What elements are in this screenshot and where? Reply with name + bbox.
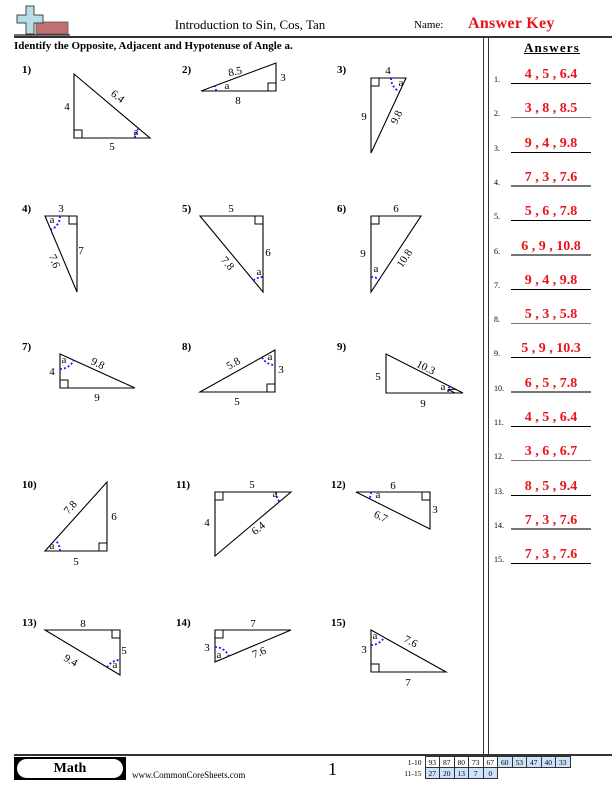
side-length-label: 6.7 xyxy=(371,508,390,526)
right-angle-marker xyxy=(215,492,223,500)
score-cell-empty xyxy=(541,768,556,779)
right-angle-marker xyxy=(60,380,68,388)
answer-number: 12. xyxy=(494,452,504,462)
answer-row xyxy=(494,508,612,532)
answer-row xyxy=(494,474,612,498)
right-triangle-diagram xyxy=(182,64,286,107)
problem-number: 6) xyxy=(337,203,347,215)
right-angle-marker xyxy=(422,492,430,500)
answer-number: 14. xyxy=(494,520,504,530)
problem-14 xyxy=(176,617,331,747)
right-angle-marker xyxy=(268,83,276,91)
score-cell: 33 xyxy=(556,757,571,768)
score-cell: 20 xyxy=(440,768,455,779)
problem-2 xyxy=(182,64,337,194)
problem-number: 11) xyxy=(176,479,191,491)
side-length-label: 9 xyxy=(94,392,100,404)
answer-row xyxy=(494,199,612,223)
angle-label: a xyxy=(49,540,55,552)
angle-label: a xyxy=(216,649,222,661)
answer-row xyxy=(494,268,612,292)
problem-number: 15) xyxy=(331,617,346,629)
right-angle-marker xyxy=(267,384,275,392)
answer-row xyxy=(494,96,612,120)
side-length-label: 5 xyxy=(121,645,127,657)
side-length-label: 6 xyxy=(393,203,399,215)
right-angle-marker xyxy=(112,630,120,638)
answer-value: 7 , 3 , 7.6 xyxy=(524,512,578,528)
problem-12 xyxy=(331,479,486,609)
side-length-label: 3 xyxy=(278,364,284,376)
answer-row xyxy=(494,542,612,566)
problem-9 xyxy=(337,341,492,471)
answer-number: 10. xyxy=(494,383,504,393)
answer-row xyxy=(494,165,612,189)
angle-label: a xyxy=(375,489,381,501)
side-length-label: 7.8 xyxy=(61,498,80,517)
right-angle-marker xyxy=(69,216,77,224)
right-angle-marker xyxy=(99,543,107,551)
problem-number: 7) xyxy=(22,341,32,353)
side-length-label: 4 xyxy=(204,517,210,529)
angle-label: a xyxy=(112,659,118,671)
score-cell: 40 xyxy=(541,757,556,768)
answer-value: 6 , 9 , 10.8 xyxy=(521,238,581,254)
angle-label: a xyxy=(49,214,55,226)
side-length-label: 8 xyxy=(235,95,241,107)
side-length-label: 6.4 xyxy=(249,519,268,538)
side-length-label: 9 xyxy=(361,111,367,123)
side-length-label: 10.8 xyxy=(394,247,416,270)
problem-15 xyxy=(331,617,486,747)
right-angle-marker xyxy=(371,216,379,224)
answer-line xyxy=(511,426,591,427)
side-length-label: 6 xyxy=(265,247,271,259)
answer-number: 5. xyxy=(494,212,500,222)
side-length-label: 9 xyxy=(360,248,366,260)
problem-4 xyxy=(22,203,177,333)
score-table xyxy=(390,756,571,779)
angle-label: a xyxy=(256,266,262,278)
answer-row xyxy=(494,371,612,395)
score-row xyxy=(390,757,570,768)
problem-10 xyxy=(22,479,177,609)
side-length-label: 3 xyxy=(280,72,286,84)
score-cell: 27 xyxy=(425,768,440,779)
answer-value: 3 , 8 , 8.5 xyxy=(524,101,578,117)
instructions: Identify the Opposite, Adjacent and Hypotenuse of Angle a. xyxy=(14,40,293,52)
angle-arc-icon xyxy=(215,86,216,91)
side-length-label: 9 xyxy=(420,398,426,410)
side-length-label: 7.8 xyxy=(218,254,237,273)
header-rule xyxy=(14,36,612,38)
score-cell: 47 xyxy=(527,757,542,768)
side-length-label: 9.8 xyxy=(88,355,107,373)
angle-label: a xyxy=(267,351,273,363)
name-value-answer-key: Answer Key xyxy=(468,15,555,32)
right-angle-marker xyxy=(74,130,82,138)
side-length-label: 5 xyxy=(228,203,234,215)
problem-6 xyxy=(337,203,492,333)
score-range-label: 1-10 xyxy=(407,757,422,767)
angle-arc-icon xyxy=(371,277,379,279)
score-cell-empty xyxy=(512,768,527,779)
right-triangle-diagram xyxy=(182,203,271,278)
side-length-label: 7.6 xyxy=(401,633,420,651)
side-length-label: 3 xyxy=(204,642,210,654)
angle-label: a xyxy=(440,381,446,393)
angle-label: a xyxy=(373,263,379,275)
problem-number: 4) xyxy=(22,203,32,215)
problem-5 xyxy=(182,203,337,333)
side-length-label: 6 xyxy=(390,480,396,492)
angle-label: a xyxy=(133,126,139,138)
problem-11 xyxy=(176,479,331,609)
right-triangle-diagram xyxy=(22,64,139,153)
angle-label: a xyxy=(272,488,278,500)
score-cell: 87 xyxy=(440,757,455,768)
answer-number: 2. xyxy=(494,109,500,119)
score-cell: 93 xyxy=(425,757,440,768)
score-cell: 80 xyxy=(454,757,469,768)
problem-number: 13) xyxy=(22,617,37,629)
answer-number: 3. xyxy=(494,143,500,153)
score-cell: 67 xyxy=(483,757,498,768)
side-length-label: 5 xyxy=(73,556,79,568)
side-length-label: 5 xyxy=(375,371,381,383)
problem-number: 10) xyxy=(22,479,37,491)
problem-1 xyxy=(22,64,177,194)
answer-value: 9 , 4 , 9.8 xyxy=(524,135,578,151)
problem-number: 2) xyxy=(182,64,192,76)
side-length-label: 7 xyxy=(250,618,256,630)
side-length-label: 8 xyxy=(80,618,86,630)
score-row xyxy=(390,768,570,779)
answer-line xyxy=(511,220,591,221)
problem-number: 1) xyxy=(22,64,32,76)
answer-line xyxy=(511,563,591,564)
answer-line xyxy=(511,83,591,84)
problem-number: 3) xyxy=(337,64,347,76)
problem-number: 5) xyxy=(182,203,192,215)
answer-line xyxy=(511,152,591,153)
answer-number: 9. xyxy=(494,349,500,359)
answer-value: 4 , 5 , 6.4 xyxy=(524,410,578,425)
side-length-label: 5 xyxy=(249,479,255,491)
side-length-label: 6 xyxy=(111,511,117,523)
answer-number: 13. xyxy=(494,486,504,496)
problem-number: 14) xyxy=(176,617,191,629)
right-triangle-diagram xyxy=(22,341,107,404)
answer-number: 6. xyxy=(494,246,500,256)
problem-8 xyxy=(182,341,337,471)
answer-value: 8 , 5 , 9.4 xyxy=(524,478,578,494)
score-cell: 73 xyxy=(469,757,484,768)
right-triangle-diagram xyxy=(182,341,284,408)
answer-number: 7. xyxy=(494,280,500,290)
answer-number: 11. xyxy=(494,418,504,427)
problem-number: 9) xyxy=(337,341,347,353)
answer-line xyxy=(511,357,591,358)
angle-arc-icon xyxy=(369,492,371,499)
subject-badge xyxy=(14,757,126,780)
score-cell: 60 xyxy=(498,757,513,768)
angle-label: a xyxy=(61,354,67,366)
side-length-label: 6.4 xyxy=(108,87,127,106)
right-angle-marker xyxy=(215,630,223,638)
side-length-label: 5.8 xyxy=(224,355,243,373)
answer-row xyxy=(494,131,612,155)
right-triangle-diagram xyxy=(337,341,446,410)
right-angle-marker xyxy=(371,78,379,86)
page-number: 1 xyxy=(328,759,337,779)
answer-row xyxy=(494,62,612,86)
answer-row xyxy=(494,336,612,360)
answer-number: 4. xyxy=(494,177,500,187)
answer-value: 4 , 5 , 6.4 xyxy=(524,67,578,82)
side-length-label: 4 xyxy=(49,366,55,378)
subject-badge-label: Math xyxy=(17,759,123,778)
answer-value: 5 , 3 , 5.8 xyxy=(524,307,578,323)
right-triangle-diagram xyxy=(22,203,84,270)
answer-row xyxy=(494,405,612,429)
answer-value: 6 , 5 , 7.8 xyxy=(524,375,578,391)
website-link[interactable]: www.CommonCoreSheets.com xyxy=(132,770,246,780)
side-length-label: 7.6 xyxy=(45,252,63,270)
angle-label: a xyxy=(372,630,378,642)
worksheet-title: Introduction to Sin, Cos, Tan xyxy=(174,17,326,32)
score-range-label: 11-15 xyxy=(404,768,422,778)
score-cell-empty xyxy=(498,768,513,779)
angle-arc-icon xyxy=(55,540,60,551)
score-cell: 0 xyxy=(483,768,498,779)
score-cell-empty xyxy=(556,768,571,779)
side-length-label: 9.4 xyxy=(61,652,80,670)
score-cell: 53 xyxy=(512,757,527,768)
answer-row xyxy=(494,234,612,258)
right-angle-marker xyxy=(371,664,379,672)
answer-line xyxy=(511,289,591,290)
right-triangle-diagram xyxy=(337,203,416,275)
side-length-label: 3 xyxy=(58,203,64,215)
problem-number: 12) xyxy=(331,479,346,491)
answer-row xyxy=(494,439,612,463)
side-length-label: 5 xyxy=(234,396,240,408)
side-length-label: 8.5 xyxy=(227,64,244,80)
answers-title: Answers xyxy=(523,40,581,55)
answer-value: 5 , 6 , 7.8 xyxy=(524,204,578,220)
score-cell-empty xyxy=(527,768,542,779)
answer-value: 5 , 9 , 10.3 xyxy=(521,341,581,357)
angle-label: a xyxy=(398,77,404,89)
problem-3 xyxy=(337,64,492,194)
answer-value: 7 , 3 , 7.6 xyxy=(524,547,578,563)
plus-cross-logo-icon xyxy=(14,4,70,36)
side-length-label: 7 xyxy=(405,677,411,689)
answer-number: 1. xyxy=(494,75,500,84)
answer-number: 15. xyxy=(494,555,504,565)
answer-value: 9 , 4 , 9.8 xyxy=(524,272,578,288)
answer-value: 7 , 3 , 7.6 xyxy=(524,169,578,185)
side-length-label: 7.6 xyxy=(250,644,268,662)
angle-label: a xyxy=(224,80,230,92)
side-length-label: 4 xyxy=(385,65,391,77)
answer-row xyxy=(494,302,612,326)
answer-value: 3 , 6 , 6.7 xyxy=(524,444,578,460)
side-length-label: 3 xyxy=(361,644,367,656)
side-length-label: 10.3 xyxy=(414,358,437,378)
right-angle-marker xyxy=(255,216,263,224)
problem-number: 8) xyxy=(182,341,192,353)
problem-7 xyxy=(22,341,177,471)
side-length-label: 7 xyxy=(78,245,84,257)
score-cell: 13 xyxy=(454,768,469,779)
answer-number: 8. xyxy=(494,315,500,325)
side-length-label: 4 xyxy=(64,101,70,113)
score-cell: 7 xyxy=(469,768,484,779)
right-triangle-diagram xyxy=(337,64,406,127)
side-length-label: 5 xyxy=(109,141,115,153)
problem-13 xyxy=(22,617,177,747)
name-label: Name: xyxy=(414,19,444,31)
side-length-label: 9.8 xyxy=(388,108,406,127)
side-length-label: 3 xyxy=(432,504,438,516)
answer-line xyxy=(511,495,591,496)
